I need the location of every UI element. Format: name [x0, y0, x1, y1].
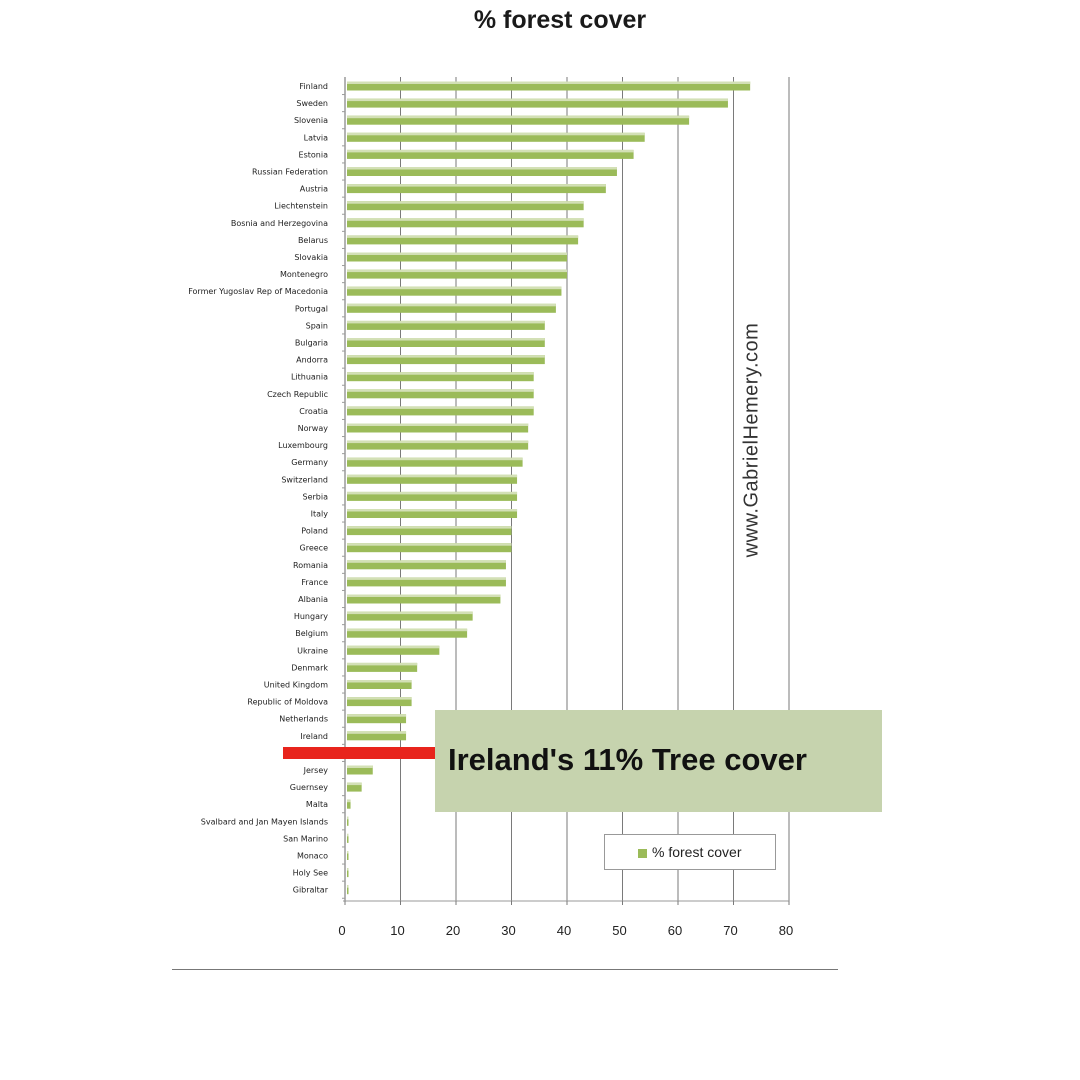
watermark-text: www.GabrielHemery.com: [740, 322, 763, 558]
bar-highlight: [347, 834, 349, 837]
category-label: Ukraine: [297, 646, 328, 656]
category-label: Spain: [305, 321, 328, 331]
bar-highlight: [347, 270, 567, 273]
bar-highlight: [347, 304, 556, 307]
category-label: Serbia: [302, 492, 328, 502]
category-label: Former Yugoslav Rep of Macedonia: [188, 287, 328, 297]
category-label: Estonia: [298, 150, 328, 160]
bar-highlight: [347, 458, 523, 461]
category-label: Belgium: [295, 629, 328, 639]
category-label: Portugal: [294, 304, 328, 314]
bar-highlight: [347, 697, 412, 700]
category-label: Ireland: [300, 731, 328, 741]
bar-highlight: [347, 355, 545, 358]
category-label: Albania: [298, 595, 328, 604]
category-label: Latvia: [303, 133, 328, 143]
bar-highlight: [347, 133, 645, 136]
bar-highlight: [347, 612, 473, 615]
bar-highlight: [347, 235, 578, 238]
bar-highlight: [347, 595, 500, 598]
bar-highlight: [347, 167, 617, 170]
bar-highlight: [347, 424, 528, 427]
category-label: Croatia: [299, 406, 328, 416]
bar-highlight: [347, 577, 506, 580]
bar-highlight: [347, 783, 362, 786]
category-label: Jersey: [303, 766, 328, 775]
category-label: Romania: [293, 560, 328, 570]
bar-highlight: [347, 184, 606, 187]
x-axis-ticks: [338, 901, 793, 938]
category-label: Monaco: [296, 851, 328, 861]
divider-line: [172, 969, 838, 970]
bar-highlight: [347, 526, 512, 529]
category-label: Greece: [299, 543, 328, 553]
bar-highlight: [347, 714, 406, 717]
bar-highlight: [347, 851, 349, 854]
bar-highlight: [347, 116, 689, 119]
category-label: Russian Federation: [252, 167, 328, 177]
bar-highlight: [347, 731, 406, 734]
category-label: Bosnia and Herzegovina: [230, 218, 328, 228]
category-label: Montenegro: [279, 270, 328, 280]
category-label: Republic of Moldova: [247, 697, 328, 707]
category-label: Andorra: [296, 355, 328, 365]
x-tick-label: 50: [612, 923, 627, 938]
bar-highlight: [347, 201, 584, 204]
category-label: Lithuania: [290, 372, 328, 382]
category-label: Liechtenstein: [274, 201, 328, 211]
category-label: Guernsey: [289, 783, 328, 793]
bar-highlight: [347, 885, 349, 888]
x-tick-label: 40: [556, 923, 572, 938]
x-tick-label: 60: [667, 923, 683, 938]
bar-highlight: [347, 99, 728, 102]
bar-highlight: [347, 509, 517, 512]
x-tick-label: 70: [723, 923, 738, 938]
chart-title: % forest cover: [473, 6, 647, 34]
category-label: Switzerland: [281, 475, 328, 485]
category-label: Bulgaria: [294, 338, 328, 348]
category-label: Holy See: [292, 868, 328, 878]
category-labels: [188, 82, 328, 895]
bar-highlight: [347, 218, 584, 221]
category-label: Gibraltar: [292, 885, 328, 895]
x-tick-label: 30: [501, 923, 516, 938]
bar-highlight: [347, 646, 439, 649]
bar-highlight: [347, 441, 528, 444]
category-label: Finland: [299, 82, 328, 91]
bar-highlight: [347, 287, 561, 290]
x-tick-label: 0: [338, 923, 346, 938]
bar-highlight: [347, 492, 517, 495]
category-label: Slovenia: [293, 116, 328, 126]
x-tick-label: 20: [445, 923, 461, 938]
bar-highlight: [347, 82, 750, 85]
category-label: Sweden: [296, 99, 328, 109]
bar-highlight: [347, 766, 373, 769]
category-label: Slovakia: [294, 253, 328, 262]
category-label: Poland: [301, 526, 328, 536]
bar-highlight: [347, 253, 567, 256]
annotation-box: [435, 710, 882, 812]
category-label: Austria: [299, 184, 328, 194]
category-label: Belarus: [297, 235, 328, 245]
x-tick-label: 80: [778, 923, 794, 938]
bar-highlight: [347, 475, 517, 478]
category-label: Svalbard and Jan Mayen Islands: [200, 817, 328, 827]
category-label: Hungary: [293, 612, 328, 622]
category-label: Norway: [297, 424, 328, 433]
bar-highlight: [347, 817, 349, 820]
legend: [604, 834, 776, 870]
ireland-marker-line: [283, 747, 435, 759]
category-label: Malta: [305, 800, 328, 810]
category-label: Luxembourg: [278, 441, 328, 451]
category-label: Netherlands: [279, 714, 328, 724]
bar-highlight: [347, 680, 412, 683]
bar-highlight: [347, 321, 545, 324]
bar-highlight: [347, 663, 417, 666]
bar-highlight: [347, 406, 534, 409]
bar-highlight: [347, 389, 534, 392]
bar-highlight: [347, 543, 512, 546]
category-label: Italy: [310, 509, 328, 519]
category-label: France: [301, 577, 328, 587]
legend-label: % forest cover: [652, 844, 742, 860]
bar-highlight: [347, 372, 534, 375]
category-label: Czech Republic: [267, 389, 328, 399]
bar-highlight: [347, 868, 349, 871]
bar-highlight: [347, 800, 351, 803]
category-label: United Kingdom: [263, 680, 328, 690]
annotation-text: Ireland's 11% Tree cover: [448, 742, 807, 777]
bar-highlight: [347, 150, 634, 153]
category-label: Germany: [291, 458, 328, 468]
category-label: San Marino: [283, 834, 328, 844]
bar-highlight: [347, 629, 467, 632]
x-tick-label: 10: [390, 923, 405, 938]
legend-swatch: [638, 849, 647, 858]
bar-highlight: [347, 338, 545, 341]
category-label: Denmark: [291, 663, 328, 673]
bar-highlight: [347, 560, 506, 563]
